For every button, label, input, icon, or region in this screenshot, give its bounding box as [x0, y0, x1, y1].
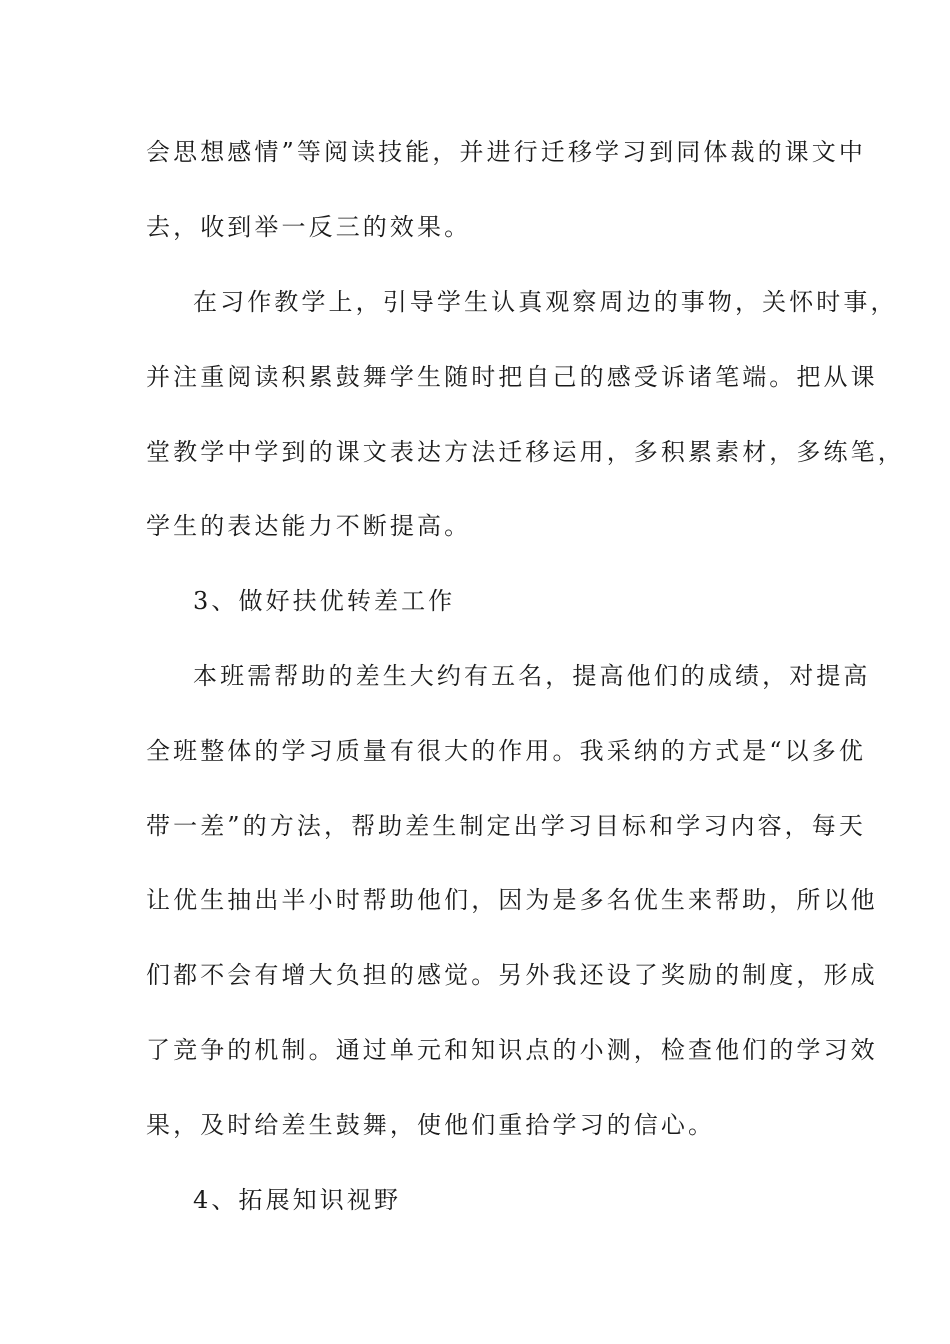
paragraph-line: 去，收到举一反三的效果。: [146, 213, 472, 241]
paragraph-line: 带一差”的方法，帮助差生制定出学习目标和学习内容，每天: [146, 812, 866, 840]
section-heading: 3、做好扶优转差工作: [193, 587, 456, 615]
paragraph-line: 让优生抽出半小时帮助他们，因为是多名优生来帮助，所以他: [146, 886, 878, 914]
paragraph-line: 果，及时给差生鼓舞，使他们重拾学习的信心。: [146, 1111, 716, 1139]
section-heading: 4、拓展知识视野: [193, 1186, 402, 1214]
paragraph-line: 本班需帮助的差生大约有五名，提高他们的成绩，对提高: [193, 662, 871, 690]
paragraph-line: 堂教学中学到的课文表达方法迁移运用，多积累素材，多练笔，: [146, 438, 905, 466]
paragraph-line: 会思想感情”等阅读技能，并进行迁移学习到同体裁的课文中: [146, 138, 866, 166]
paragraph-line: 了竞争的机制。通过单元和知识点的小测，检查他们的学习效: [146, 1036, 878, 1064]
paragraph-line: 学生的表达能力不断提高。: [146, 512, 472, 540]
paragraph-line: 并注重阅读积累鼓舞学生随时把自己的感受诉诸笔端。把从课: [146, 363, 878, 391]
paragraph-line: 在习作教学上，引导学生认真观察周边的事物，关怀时事，: [193, 288, 898, 316]
paragraph-line: 们都不会有增大负担的感觉。另外我还设了奖励的制度，形成: [146, 961, 878, 989]
paragraph-line: 全班整体的学习质量有很大的作用。我采纳的方式是“以多优: [146, 737, 866, 765]
